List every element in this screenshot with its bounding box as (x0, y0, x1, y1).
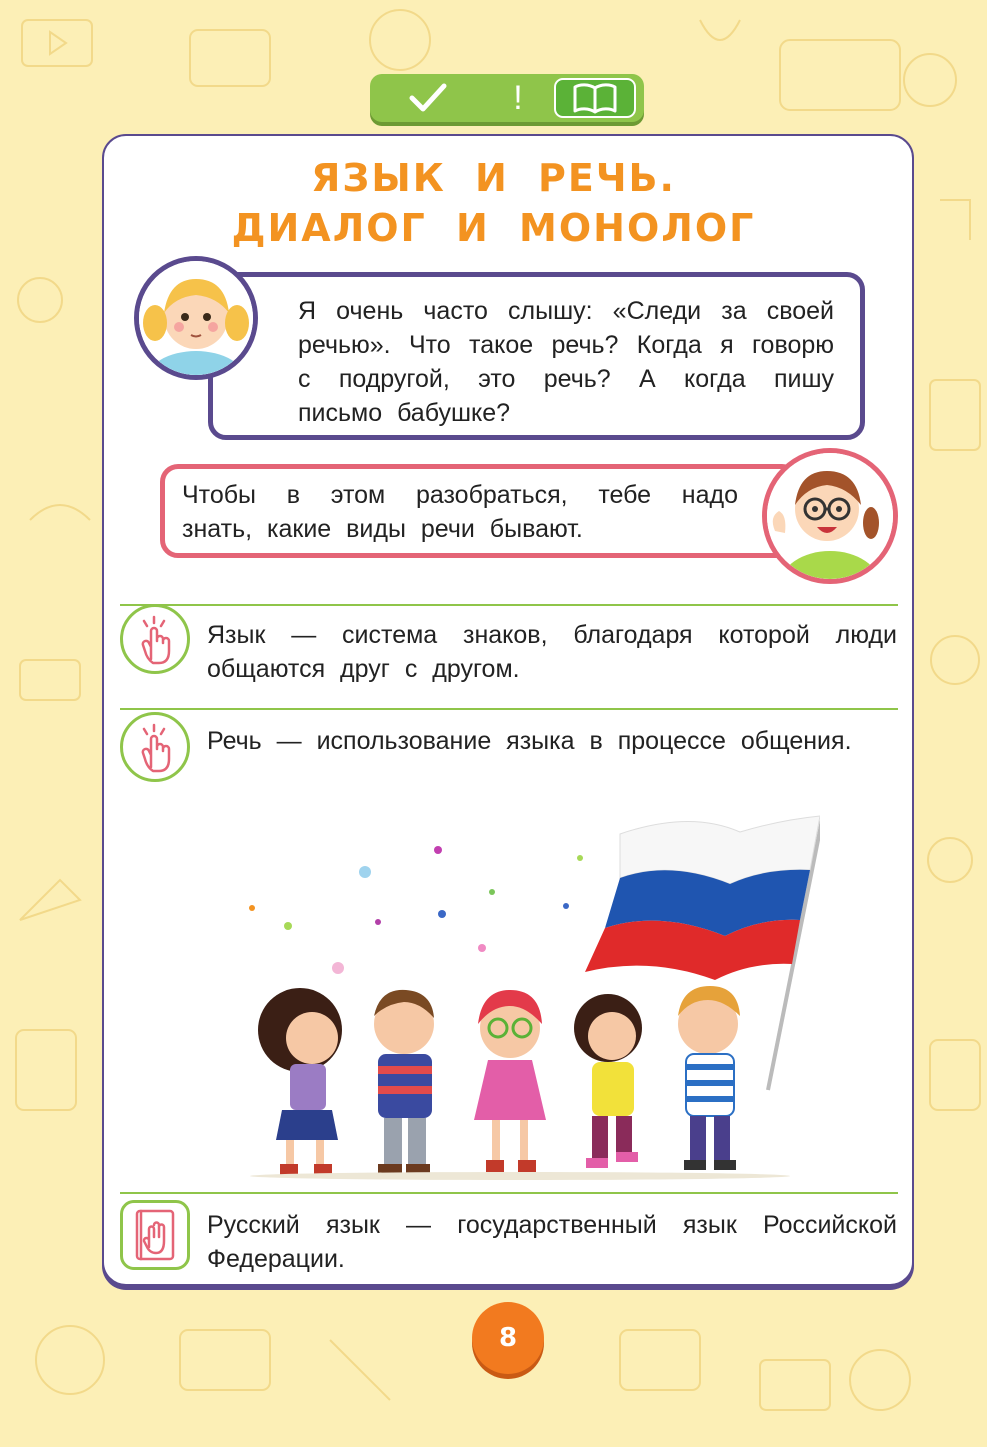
girl-blonde-avatar (134, 256, 258, 380)
girl-blonde-icon (139, 261, 253, 375)
tab-info[interactable] (478, 74, 558, 122)
definition-icon-badge (120, 604, 190, 674)
speech-text-girl-2: Чтобы в этом разобраться, тебе надо знать, какие виды речи бывают. (182, 481, 738, 543)
definition-language: Язык — система знаков, благодаря которой люди общаются друг с другом. (207, 621, 897, 683)
divider-line (120, 604, 898, 606)
fact-icon-badge (120, 1200, 190, 1270)
pointing-finger-icon (123, 715, 187, 779)
definition-speech: Речь — использование языка в процессе общения. (207, 727, 852, 755)
divider-line (120, 1192, 898, 1194)
page-title-line-2: ДИАЛОГ И МОНОЛОГ (231, 206, 756, 250)
definition-icon-badge (120, 712, 190, 782)
tab-check[interactable] (388, 74, 468, 122)
pointing-finger-icon (123, 607, 187, 671)
open-book-icon (572, 82, 618, 114)
stop-hand-book-icon (123, 1203, 187, 1267)
fact-russian-state-language: Русский язык — государственный язык Российской Федерации. (207, 1211, 897, 1273)
speech-text-girl-1: Я очень часто слышу: «Следи за своей речью». Что такое речь? Когда я говорю с подругой, это речь? А когда пишу письмо бабушке? (298, 297, 834, 427)
divider-line (120, 708, 898, 710)
check-icon (408, 82, 448, 114)
page-number-badge: 8 (472, 1302, 544, 1374)
tab-book[interactable] (554, 78, 636, 118)
girl-glasses-avatar (762, 448, 898, 584)
exclamation-icon: ! (513, 78, 523, 117)
girl-glasses-icon (767, 453, 893, 579)
page-title-line-1: ЯЗЫК И РЕЧЬ. (311, 156, 676, 200)
children-with-russian-flag-illustration (220, 780, 820, 1180)
section-tab-bar (370, 74, 644, 122)
